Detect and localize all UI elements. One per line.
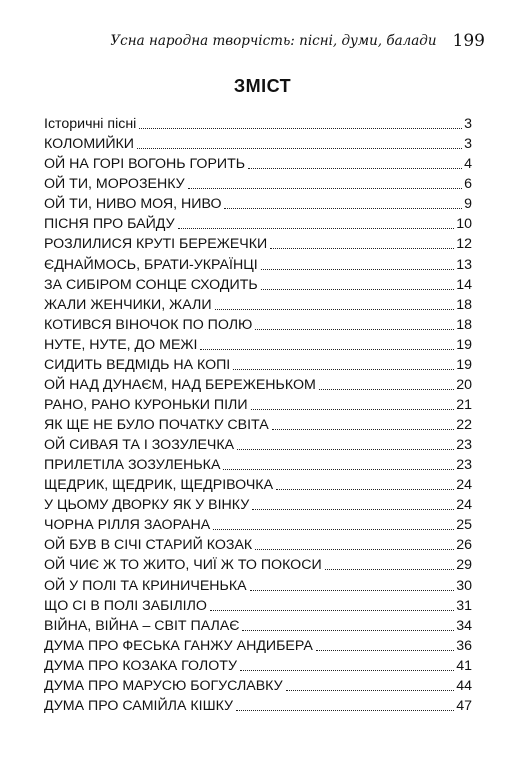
toc-entry [44, 454, 472, 474]
dot-leader [272, 429, 455, 430]
toc-entry [44, 233, 472, 253]
dot-leader [319, 389, 454, 390]
toc-entry [44, 574, 472, 594]
dot-leader [255, 549, 454, 550]
toc-entry-page: 14 [456, 276, 472, 293]
toc-entry-title: ОЙ СИВАЯ ТА І ЗОЗУЛЕЧКА [44, 437, 235, 454]
dot-leader [233, 369, 454, 370]
toc-entry [44, 514, 472, 534]
toc-entry-title: Історичні пісні [44, 116, 137, 133]
toc-entry-page: 19 [456, 336, 472, 353]
toc-entry-title: ЖАЛИ ЖЕНЧИКИ, ЖАЛИ [44, 296, 212, 313]
toc-entry-page: 36 [456, 637, 472, 654]
toc-entry-title: ДУМА ПРО САМІЙЛА КІШКУ [44, 697, 234, 714]
toc-entry [44, 374, 472, 394]
toc-entry-title: ОЙ ТИ, НИВО МОЯ, НИВО [44, 196, 222, 213]
dot-leader [240, 670, 454, 671]
dot-leader [270, 248, 454, 249]
page-number: 199 [452, 31, 485, 51]
dot-leader [242, 630, 454, 631]
toc-entry-page: 29 [456, 557, 472, 574]
toc-entry-page: 21 [456, 396, 472, 413]
toc-entry-page: 10 [456, 216, 472, 233]
toc-entry-title: ОЙ ЧИЄ Ж ТО ЖИТО, ЧИЇ Ж ТО ПОКОСИ [44, 557, 322, 574]
toc-entry [44, 314, 472, 334]
dot-leader [325, 569, 455, 570]
dot-leader [252, 509, 454, 510]
toc-entry-title: ПІСНЯ ПРО БАЙДУ [44, 216, 175, 233]
toc-entry-title: НУТЕ, НУТЕ, ДО МЕЖІ [44, 336, 198, 353]
toc-entry [44, 554, 472, 574]
toc-entry-page: 26 [456, 537, 472, 554]
toc-entry [44, 615, 472, 635]
toc-entry-title: ВІЙНА, ВІЙНА – СВІТ ПАЛАЄ [44, 617, 240, 634]
dot-leader [200, 349, 454, 350]
toc-entry [44, 394, 472, 414]
toc-entry-page: 47 [456, 697, 472, 714]
toc-entry-title: У ЦЬОМУ ДВОРКУ ЯК У ВІНКУ [44, 497, 250, 514]
toc-entry [44, 494, 472, 514]
toc-entry-page: 23 [456, 457, 472, 474]
toc-entry [44, 113, 472, 133]
toc-entry-title: ДУМА ПРО МАРУСЮ БОГУСЛАВКУ [44, 677, 283, 694]
toc-entry [44, 474, 472, 494]
dot-leader [178, 228, 455, 229]
toc-entry-title: ЯК ЩЕ НЕ БУЛО ПОЧАТКУ СВІТА [44, 417, 269, 433]
toc-entry [44, 253, 472, 273]
toc-entry-page: 3 [464, 116, 472, 133]
toc-entry [44, 534, 472, 554]
toc-entry [44, 213, 472, 233]
toc-entry-title: ОЙ БУВ В СІЧІ СТАРИЙ КОЗАК [44, 537, 253, 554]
dot-leader [236, 710, 454, 711]
toc-entry [44, 334, 472, 354]
toc-entry-page: 31 [456, 597, 472, 614]
toc-entry-title: ЗА СИБІРОМ СОНЦЕ СХОДИТЬ [44, 276, 258, 293]
toc-entry-title: РОЗЛИЛИСЯ КРУТІ БЕРЕЖЕЧКИ [44, 236, 268, 253]
dot-leader [261, 289, 455, 290]
toc-entry-page: 9 [464, 196, 472, 213]
toc-entry-title: ДУМА ПРО КОЗАКА ГОЛОТУ [44, 657, 237, 674]
dot-leader [255, 329, 454, 330]
toc-entry-page: 24 [456, 497, 472, 514]
dot-leader [139, 128, 462, 129]
toc-entry-title: ОЙ НА ГОРІ ВОГОНЬ ГОРИТЬ [44, 156, 246, 173]
dot-leader [261, 269, 455, 270]
toc-entry-title: СИДИТЬ ВЕДМІДЬ НА КОПІ [44, 356, 231, 373]
toc-entry [44, 635, 472, 655]
toc-entry [44, 274, 472, 294]
dot-leader [223, 469, 454, 470]
running-title: Усна народна творчість: пісні, думи, балади [110, 33, 437, 49]
toc-entry-title: КОТИВСЯ ВІНОЧОК ПО ПОЛЮ [44, 316, 253, 333]
dot-leader [213, 529, 454, 530]
toc-entry-page: 12 [456, 236, 472, 253]
dot-leader [248, 168, 462, 169]
dot-leader [237, 449, 454, 450]
toc-entry-title: ЄДНАЙМОСЬ, БРАТИ-УКРАЇНЦІ [44, 256, 258, 273]
toc-entry [44, 294, 472, 314]
toc-entry [44, 354, 472, 374]
toc-entry-title: ОЙ НАД ДУНАЄМ, НАД БЕРЕЖЕНЬКОМ [44, 376, 316, 393]
dot-leader [286, 690, 455, 691]
dot-leader [276, 489, 454, 490]
toc-entry-page: 13 [456, 256, 472, 273]
toc-entry [44, 434, 472, 454]
toc-entry-title: КОЛОМИЙКИ [44, 136, 135, 153]
toc-entry-title: ОЙ У ПОЛІ ТА КРИНИЧЕНЬКА [44, 577, 247, 594]
toc-entry-page: 18 [456, 296, 472, 313]
toc-entry-page: 24 [456, 477, 472, 494]
toc-entry-title: ЩО СІ В ПОЛІ ЗАБІЛІЛО [44, 597, 207, 614]
toc-entry-page: 4 [464, 156, 472, 173]
dot-leader [210, 610, 454, 611]
toc-entry-page: 30 [456, 577, 472, 594]
toc-entry-page: 44 [456, 677, 472, 694]
toc-entry-title: ОЙ ТИ, МОРОЗЕНКУ [44, 176, 185, 193]
toc-entry-page: 6 [464, 176, 472, 193]
toc-entry [44, 153, 472, 173]
dot-leader [188, 188, 462, 189]
toc-entry [44, 695, 472, 715]
toc-entry [44, 675, 472, 695]
toc-entry-title: ДУМА ПРО ФЕСЬКА ГАНЖУ АНДИБЕРА [44, 637, 313, 654]
toc-entry-page: 20 [456, 376, 472, 393]
toc-entry-page: 22 [456, 417, 472, 433]
toc-entry [44, 133, 472, 153]
dot-leader [215, 309, 455, 310]
toc-entry-page: 3 [464, 136, 472, 153]
toc-entry-page: 23 [456, 437, 472, 454]
toc-entry-page: 19 [456, 356, 472, 373]
dot-leader [250, 590, 455, 591]
toc-entry [44, 193, 472, 213]
toc-entry-title: ЧОРНА РІЛЛЯ ЗАОРАНА [44, 517, 211, 534]
toc-entry [44, 173, 472, 193]
toc-entry-page: 41 [456, 657, 472, 674]
toc-entry [44, 595, 472, 615]
toc-entry-page: 18 [456, 316, 472, 333]
dot-leader [137, 148, 462, 149]
toc-entry-page: 25 [456, 517, 472, 534]
toc-entry [44, 655, 472, 675]
dot-leader [316, 650, 454, 651]
toc-entry [44, 414, 472, 434]
dot-leader [251, 409, 455, 410]
toc-list [44, 113, 472, 715]
toc-entry-title: ПРИЛЕТІЛА ЗОЗУЛЕНЬКА [44, 457, 221, 474]
page-header [112, 30, 485, 52]
toc-entry-title: ЩЕДРИК, ЩЕДРИК, ЩЕДРІВОЧКА [44, 477, 274, 494]
toc-entry-page: 34 [456, 617, 472, 634]
toc-heading: ЗМІСТ [233, 76, 292, 97]
toc-entry-title: РАНО, РАНО КУРОНЬКИ ПІЛИ [44, 396, 248, 413]
dot-leader [224, 208, 462, 209]
